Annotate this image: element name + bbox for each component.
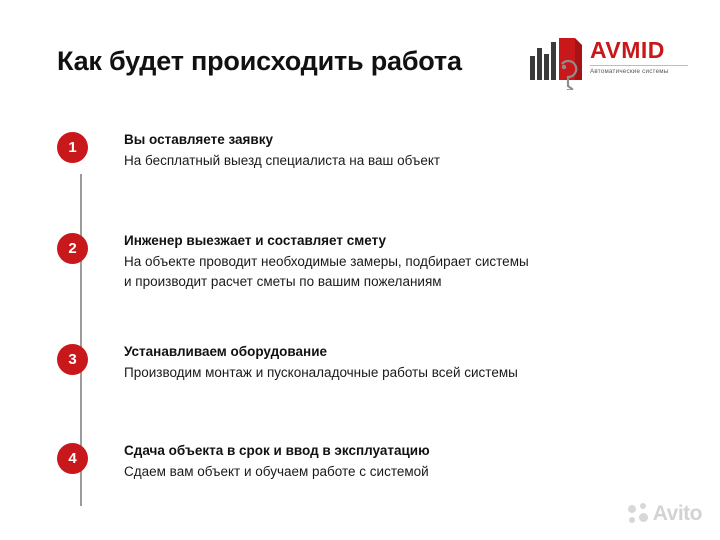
avito-dots-icon xyxy=(628,503,650,525)
step-line: На бесплатный выезд специалиста на ваш объект xyxy=(124,153,441,168)
step-line: Сдаем вам объект и обучаем работе с системой xyxy=(124,464,429,479)
step-number-badge: 3 xyxy=(57,344,88,375)
step-body xyxy=(124,441,430,482)
list-item xyxy=(57,231,677,292)
list-item xyxy=(57,130,677,171)
step-heading: Устанавливаем оборудование xyxy=(124,344,328,359)
step-number-badge: 2 xyxy=(57,233,88,264)
company-logo xyxy=(528,34,688,90)
logo-divider xyxy=(590,65,688,66)
step-body xyxy=(124,231,529,292)
list-item xyxy=(57,441,677,482)
building-bars-logo-icon xyxy=(528,34,586,90)
logo-tagline: Автоматические системы xyxy=(590,68,669,75)
step-heading: Сдача объекта в срок и ввод в эксплуатацию xyxy=(124,443,430,458)
watermark-label: Avito xyxy=(652,502,702,525)
step-number-badge: 1 xyxy=(57,132,88,163)
step-heading: Инженер выезжает и составляет смету xyxy=(124,233,387,248)
steps-list xyxy=(57,130,677,482)
step-body xyxy=(124,130,440,171)
step-line: и производит расчет сметы по вашим пожеланиям xyxy=(124,274,442,289)
page-title: Как будет происходить работа xyxy=(57,46,462,76)
step-heading: Вы оставляете заявку xyxy=(124,132,273,147)
step-body xyxy=(124,342,518,383)
step-number-badge: 4 xyxy=(57,443,88,474)
logo-name: AVMID xyxy=(590,37,665,63)
logo-text xyxy=(590,38,690,75)
avito-watermark xyxy=(628,502,702,526)
step-line: На объекте проводит необходимые замеры, подбирает системы xyxy=(124,254,529,269)
step-line: Производим монтаж и пусконаладочные работы всей системы xyxy=(124,365,518,380)
list-item xyxy=(57,342,677,383)
